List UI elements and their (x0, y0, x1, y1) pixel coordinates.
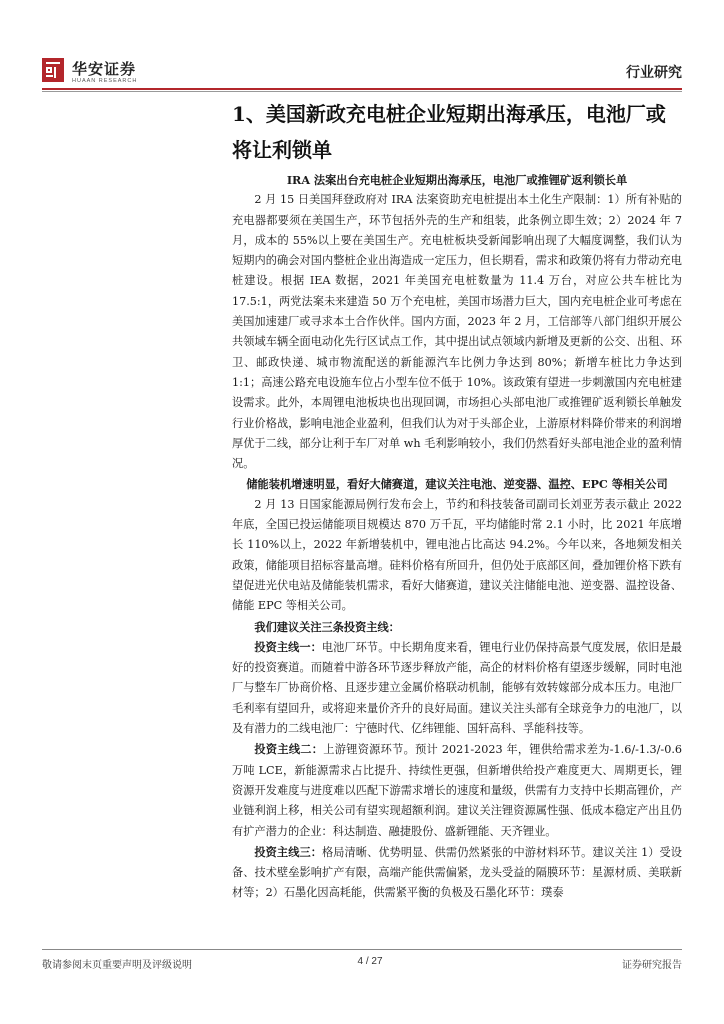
body-paragraph: 2 月 13 日国家能源局例行发布会上，节约和科技装备司副司长刘亚芳表示截止 2022 年底，全国已投运储能项目规模达 870 万千瓦，平均储能时常 2.1 小时，比 2021 年底增长 110%以上，2022 年新增装机中，锂电池占比高达 94.2%。今年以来，各地频发相关政策，储能项目招标容量高增。硅料价格有所回升，但仍处于底部区间，叠加锂价格下跌有望促进光伏电站及储能装机需求，看好大储赛道，建议关注储能电池、逆变器、温控设备、储能 EPC 等相关公司。 (232, 497, 682, 613)
logo-name-cn: 华安证券 (72, 60, 137, 78)
logo-seal-icon (42, 58, 64, 82)
header-divider (42, 88, 682, 90)
footer-disclaimer: 敬请参阅末页重要声明及评级说明 (42, 960, 192, 971)
investment-theme-paragraph (232, 637, 682, 739)
theme-lead: 投资主线三： (254, 844, 322, 859)
subheading: 储能装机增速明显，看好大储赛道，建议关注电池、逆变器、温控、EPC 等相关公司 (246, 477, 668, 492)
theme-text: 电池厂环节。中长期角度来看，锂电行业仍保持高景气度发展，依旧是最好的投资赛道。而随着中游各环节逐步释放产能，高企的材料价格有望逐步缓解，同时电池厂与整车厂协商价格、且逐步建立金属价格联动机制，能够有效转嫁部分成本压力。电池厂毛利率有望回升，或将迎来量价齐升的良好局面。建议关注头部有全球竞争力的电池厂，以及有潜力的二线电池厂：宁德时代、亿纬锂能、国轩高科、孚能科技等。 (232, 640, 682, 736)
body-paragraph: 2 月 15 日美国拜登政府对 IRA 法案资助充电桩提出本土化生产限制：1）所有补贴的充电器都要须在美国生产，环节包括外壳的生产和组装，此条例立即生效；2）2024 年 7 月，成本的 55%以上要在美国生产。充电桩板块受新闻影响出现了大幅度调整，我们认为短期内的确会对国内整桩企业出海造成一定压力，但长期看，需求和政策仍将有力带动充电桩建设。根据 IEA 数据，2021 年美国充电桩数量为 11.4 万台，对应公共车桩比为 17.5:1，两党法案未来建造 50 万个充电桩，美国市场潜力巨大，国内充电桩企业可考虑在美国加速建厂或寻求本土合作伙伴。国内方面，2023 年 2 月，工信部等八部门组织开展公共领域车辆全面电动化先行区试点工作，其中提出试点领域内新增及更新的公交、出租、环卫、邮政快递、城市物流配送的新能源汽车比例力争达到 80%；新增车桩比力争达到 1:1；高速公路充电设施车位占小型车位不低于 10%。该政策有望进一步刺激国内充电桩建设需求。此外，本周锂电池板块也出现回调，市场担心头部电池厂或推锂矿返利锁长单触发行业价格战，影响电池企业盈利，但我们认为对于头部企业，上游原材料降价带来的利润增厚优于二线，部分让利于车厂对单 wh 毛利影响较小，我们仍然看好头部电池企业的盈利情况。 (232, 193, 682, 471)
logo-name-en: HUAAN RESEARCH (72, 78, 138, 84)
section-tag: 行业研究 (626, 65, 682, 81)
theme-lead: 投资主线二： (254, 742, 324, 757)
section-title: 1、美国新政充电桩企业短期出海承压，电池厂或将让利锁单 (232, 102, 666, 162)
subheading: 我们建议关注三条投资主线： (254, 619, 400, 634)
page-header (42, 58, 682, 92)
company-logo (42, 58, 202, 92)
body-content (232, 170, 682, 904)
footer-divider (42, 949, 682, 950)
subheading: IRA 法案出台充电桩企业短期出海承压，电池厂或推锂矿返利锁长单 (286, 173, 628, 187)
header-divider-thin (42, 91, 682, 92)
theme-lead: 投资主线一： (254, 639, 322, 654)
theme-text: 格局清晰、优势明显、供需仍然紧张的中游材料环节。建议关注 1）受设备、技术壁垒影响扩产有限，高端产能供需偏紧，龙头受益的隔膜环节：星源材质、美联新材等；2）石墨化因高耗能，供需紧平衡的负极及石墨化环节：璞泰 (232, 845, 682, 900)
investment-theme-paragraph (232, 842, 682, 904)
report-type: 证券研究报告 (622, 960, 682, 971)
page-number: 4 / 27 (357, 956, 383, 967)
theme-text: 上游锂资源环节。预计 2021-2023 年，锂供给需求差为-1.6/-1.3/-0.6 万吨 LCE，新能源需求占比提升、持续性更强，但新增供给投产难度更大、周期更长，锂资源开发难度与进度难以匹配下游需求增长的速度和量级，供需有力支持中长期高锂价，产业链利润上移，相关公司有望实现超额利润。建议关注锂资源属性强、低成本稳定产出且仍有扩产潜力的企业：科达制造、融捷股份、盛新锂能、天齐锂业。 (232, 743, 682, 838)
investment-theme-paragraph (232, 739, 682, 841)
